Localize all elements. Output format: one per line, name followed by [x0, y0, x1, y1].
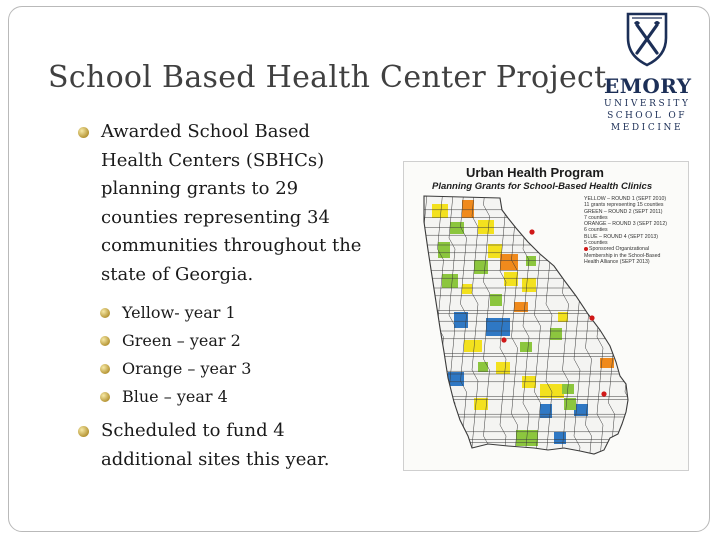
bullet-dot-icon: [100, 392, 110, 402]
legend-line: 11 grants representing 15 counties: [584, 202, 664, 209]
bullet-dot-icon: [100, 364, 110, 374]
sponsor-marker: [589, 315, 594, 320]
legend-line: Sponsored Organizational: [584, 246, 688, 252]
map-legend: [584, 196, 688, 265]
legend-line: YELLOW – ROUND 1 (SEPT 2010): [584, 196, 667, 202]
county-yellow: [504, 272, 518, 286]
county-green: [520, 342, 532, 352]
legend-line: ORANGE – ROUND 3 (SEPT 2012): [584, 221, 667, 228]
county-orange: [500, 254, 518, 270]
sub-bullet-orange: [98, 355, 376, 383]
sub-bullet-text: Blue – year 4: [122, 387, 228, 406]
map-subtitle: Planning Grants for School-Based Health Clinics: [432, 181, 653, 192]
county-yellow: [496, 362, 510, 374]
logo-emory: EMORY: [604, 74, 692, 98]
bullet-scheduled-text: Scheduled to fund 4 additional sites this year.: [101, 420, 330, 470]
red-marker-icon: [584, 247, 588, 251]
bullet-dot-icon: [78, 426, 89, 437]
county-yellow: [522, 278, 536, 292]
sub-bullet-yellow: [98, 299, 376, 327]
county-yellow: [462, 284, 472, 294]
slide-title: School Based Health Center Project: [48, 60, 607, 95]
county-green: [550, 328, 562, 340]
county-yellow: [464, 340, 482, 352]
county-green: [438, 242, 450, 258]
county-green: [474, 260, 488, 274]
county-yellow: [540, 384, 564, 398]
sub-bullet-blue: [98, 383, 376, 411]
legend-line: 5 counties: [584, 240, 608, 247]
bullet-dot-icon: [100, 308, 110, 318]
bullet-dot-icon: [100, 336, 110, 346]
logo-medicine: MEDICINE: [610, 123, 684, 133]
bullet-dot-icon: [78, 127, 89, 138]
legend-line: 7 counties: [584, 214, 608, 221]
bullet-grants: [76, 118, 376, 289]
legend-line: 6 counties: [584, 227, 608, 234]
logo-university: UNIVERSITY: [604, 99, 691, 109]
sub-bullet-text: Green – year 2: [122, 331, 241, 350]
legend-line: BLUE – ROUND 4 (SEPT 2013): [584, 233, 658, 240]
sub-bullet-green: [98, 327, 376, 355]
legend-line: GREEN – ROUND 2 (SEPT 2011): [584, 208, 663, 215]
county-yellow: [432, 204, 448, 218]
bullet-list: [76, 118, 376, 474]
color-key-list: [76, 299, 376, 411]
georgia-map-figure: [403, 161, 689, 471]
county-yellow: [488, 244, 502, 258]
sponsor-marker: [601, 391, 606, 396]
legend-line: Health Alliance (SEPT 2013): [584, 258, 650, 265]
county-blue: [486, 318, 510, 336]
sub-bullet-text: Yellow- year 1: [122, 303, 236, 322]
bullet-grants-text: Awarded School Based Health Centers (SBHCs) planning grants to 29 counties representing 34 communities throughout the state of Georgia.: [101, 121, 362, 285]
logo-school-of: SCHOOL OF: [607, 111, 687, 121]
county-green: [478, 362, 488, 372]
emory-logo: [604, 10, 690, 135]
county-green: [442, 274, 458, 288]
county-yellow: [478, 220, 494, 234]
sub-bullet-text: Orange – year 3: [122, 359, 252, 378]
map-title: Urban Health Program: [466, 165, 604, 180]
bullet-scheduled: [76, 417, 376, 474]
county-green: [450, 222, 464, 234]
legend-line: Membership in the School-Based: [584, 252, 661, 259]
sponsor-marker: [501, 337, 506, 342]
sponsor-marker: [529, 229, 534, 234]
emory-shield-icon: [624, 10, 670, 68]
county-yellow: [614, 342, 630, 358]
